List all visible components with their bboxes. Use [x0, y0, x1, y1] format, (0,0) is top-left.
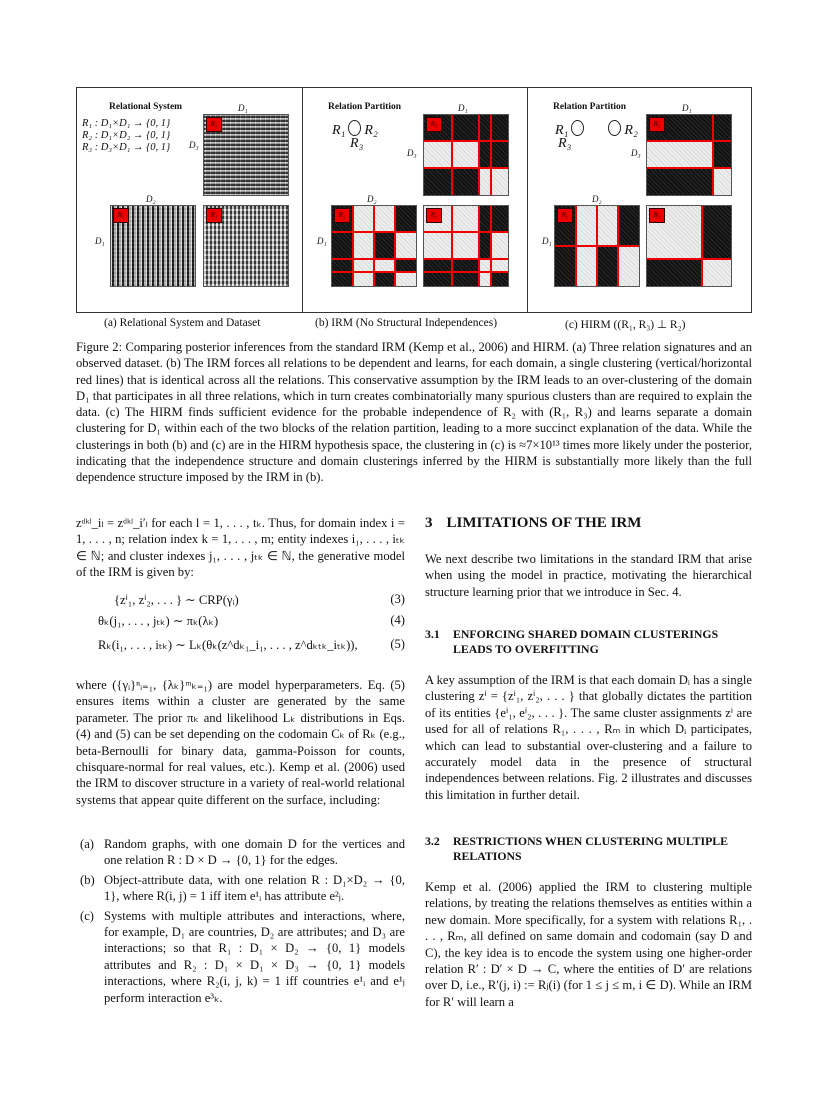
domain-label: D₁: [542, 236, 552, 246]
domain-label: D₃: [631, 148, 641, 158]
cluster-boundary-line: [490, 115, 492, 195]
section-title: LIMITATIONS OF THE IRM: [446, 515, 642, 531]
equation-block: [76, 592, 405, 672]
matrix-tag: R₃: [426, 117, 442, 132]
matrix-block: [491, 259, 508, 273]
matrix-block: [618, 206, 639, 246]
matrix-block: [395, 232, 416, 258]
section-number: 3: [425, 515, 433, 531]
equation-4: θₖ(j₁, . . . , jₜₖ) ∼ πₖ(λₖ): [98, 614, 219, 628]
matrix-block: [597, 206, 618, 246]
domain-label: D₁: [95, 236, 105, 246]
matrix-block: [452, 168, 479, 195]
matrix-block: [353, 206, 374, 232]
section-number: 3.2: [425, 834, 440, 848]
cluster-boundary-line: [712, 115, 714, 195]
subcaption-a: (a) Relational System and Dataset: [104, 317, 261, 329]
cluster-boundary-line: [647, 167, 731, 169]
matrix-r2-data: [110, 205, 196, 287]
matrix-block: [353, 272, 374, 286]
section-3-2-heading: [425, 834, 752, 864]
matrix-block: [555, 246, 576, 286]
partition-circle: [348, 120, 361, 136]
partition-circle: [571, 120, 584, 136]
cluster-boundary-line: [332, 271, 416, 273]
panel-c-title: Relation Partition: [553, 102, 627, 112]
matrix-block: [713, 115, 731, 141]
matrix-block: [452, 141, 479, 167]
matrix-block: [576, 206, 597, 246]
section-title: RESTRICTIONS WHEN CLUSTERING MULTIPLE RELATIONS: [453, 834, 729, 863]
matrix-tag: R₂: [113, 208, 129, 223]
cluster-boundary-line: [394, 206, 396, 286]
cluster-boundary-line: [352, 206, 354, 286]
cluster-boundary-line: [647, 258, 731, 260]
matrix-r1-data: [203, 205, 289, 287]
matrix-block: [374, 259, 395, 273]
list-label: (a): [80, 837, 94, 851]
matrix-block: [353, 232, 374, 258]
matrix-block: [424, 141, 452, 167]
matrix-r1-irm: [423, 205, 509, 287]
matrix-tag: R₁: [206, 208, 222, 223]
equation-3: {zⁱ₁, zⁱ₂, . . . } ∼ CRP(γᵢ): [114, 593, 239, 607]
cluster-boundary-line: [478, 206, 480, 286]
cluster-boundary-line: [490, 206, 492, 286]
matrix-tag: R₂: [334, 208, 350, 223]
matrix-block: [702, 259, 731, 286]
matrix-r1-hirm: [646, 205, 732, 287]
matrix-block: [332, 232, 353, 258]
cluster-boundary-line: [555, 245, 639, 247]
cluster-boundary-line: [451, 206, 453, 286]
matrix-r3-data: [203, 114, 289, 196]
matrix-block: [597, 246, 618, 286]
list-item: [76, 872, 405, 905]
matrix-block: [395, 206, 416, 232]
matrix-r3-hirm: [646, 114, 732, 196]
matrix-block: [491, 272, 508, 286]
cluster-boundary-line: [424, 140, 508, 142]
figure-2: [76, 87, 752, 313]
panel-divider: [302, 88, 303, 312]
domain-label: D₃: [407, 148, 417, 158]
matrix-block: [395, 259, 416, 273]
matrix-block: [618, 246, 639, 286]
partition-circle: [608, 120, 621, 136]
matrix-block: [491, 141, 508, 167]
left-intro-paragraph: zᵈᵏˡ_iₗ = zᵈᵏˡ_i′ₗ for each l = 1, . . . , tₖ. Thus, for domain index i = 1, . . . , n; relation index k = 1, . . . , m; entity indexes i₁, . . . , iₜₖ ∈ ℕ; and cluster indexes j₁, . . . , jₜₖ ∈ ℕ, the generative model of the IRM is given by:: [76, 516, 405, 580]
domain-label: D₃: [189, 140, 199, 150]
matrix-block: [576, 246, 597, 286]
matrix-block: [491, 115, 508, 141]
domain-label: D₁: [682, 103, 692, 113]
domain-label: D₁: [238, 103, 248, 113]
matrix-block: [647, 168, 713, 195]
section-3-1-heading: [425, 627, 752, 657]
list-label: (c): [80, 908, 94, 923]
example-list: [76, 836, 405, 1009]
section-3-1-text: A key assumption of the IRM is that each domain Dᵢ has a single clustering zⁱ = {zⁱ₁, zⁱ₂, . . . } that globally dictates the partition of its entities {eⁱ₁, eⁱ₂, . . . }. The same cluster assignments zⁱ are used for all of relations R₁, . . . , Rₘ in which Dᵢ participates, which can lead to substantial over-clustering and a failure to accurately model data in the presence of structural independences between relations. Fig. 2 illustrates and discusses this limitation in further detail.: [425, 673, 752, 802]
matrix-tag: R₁: [649, 208, 665, 223]
cluster-boundary-line: [451, 115, 453, 195]
cluster-boundary-line: [647, 140, 731, 142]
cluster-boundary-line: [424, 231, 508, 233]
equation-5: Rₖ(i₁, . . . , iₜₖ) ∼ Lₖ(θₖ(z^dₖ₁_i₁, . . . , z^dₖₜₖ_iₜₖ)),: [98, 638, 358, 652]
cluster-boundary-line: [424, 167, 508, 169]
equation-number: (5): [390, 637, 405, 651]
subcaption-c: (c) HIRM ((R₁, R₃) ⊥ R₂): [565, 319, 686, 331]
equation-number: (4): [390, 613, 405, 627]
cluster-boundary-line: [701, 206, 703, 286]
matrix-r2-hirm: [554, 205, 640, 287]
matrix-block: [647, 141, 713, 167]
domain-label: D₂: [592, 194, 602, 204]
partition-r1: R₁: [555, 123, 569, 138]
matrix-block: [353, 259, 374, 273]
matrix-r2-irm: [331, 205, 417, 287]
matrix-block: [424, 259, 452, 273]
section-number: 3.1: [425, 627, 440, 641]
partition-r3: R₃: [558, 136, 572, 151]
domain-label: D₂: [367, 194, 377, 204]
matrix-tag: R₃: [206, 117, 222, 132]
matrix-block: [452, 232, 479, 258]
matrix-block: [702, 206, 731, 259]
matrix-block: [452, 115, 479, 141]
matrix-tag: R₂: [557, 208, 573, 223]
panel-divider: [527, 88, 528, 312]
subcaption-b: (b) IRM (No Structural Independences): [315, 317, 498, 329]
partition-r2: R₂: [624, 123, 638, 138]
partition-r2: R₂: [364, 123, 378, 138]
domain-label: D₁: [458, 103, 468, 113]
matrix-block: [395, 272, 416, 286]
signature-r2: R₂ : D₁×D₂ → {0, 1}: [82, 130, 171, 141]
matrix-block: [374, 272, 395, 286]
matrix-block: [452, 259, 479, 273]
panel-a-title: Relational System: [109, 102, 183, 112]
matrix-r3-irm: [423, 114, 509, 196]
figure-caption: Figure 2: Comparing posterior inferences from the standard IRM (Kemp et al., 2006) and HIRM. (a) Three relation signatures and an observed dataset. (b) The IRM forces all relations to be dependent and learns, for each domain, a single clustering (vertical/horizontal red lines) that is identical across all the relations. This conservative assumption by the IRM leads to an over-clustering of the domain D₁ that participates in all three relations, which in turn creates combinatorially many spurious clusters than are required to explain the data. (c) The HIRM finds sufficient evidence for the probable independence of R₂ with (R₁, R₃) and learns separate a domain clustering for D₁ within each of the two blocks of the relation partition, leading to a more succinct explanation of the data. While the clusterings in both (b) and (c) are in the HIRM hypothesis space, the clustering in (c) is ≈7×10¹³ times more likely under the posterior, indicating that the independence structure and domain clusterings inferred by the HIRM is substantially more likely than the full dependence structure imposed by the IRM in (b).: [76, 340, 752, 485]
domain-label: D₁: [317, 236, 327, 246]
partition-r3: R₃: [350, 136, 364, 151]
list-item: [76, 836, 405, 869]
matrix-tag: R₁: [426, 208, 442, 223]
matrix-block: [452, 272, 479, 286]
partition-r1: R₁: [332, 123, 346, 138]
matrix-block: [332, 272, 353, 286]
matrix-block: [713, 168, 731, 195]
cluster-boundary-line: [424, 258, 508, 260]
matrix-block: [647, 259, 702, 286]
matrix-block: [424, 168, 452, 195]
matrix-tag: R₃: [649, 117, 665, 132]
matrix-block: [374, 206, 395, 232]
cluster-boundary-line: [373, 206, 375, 286]
cluster-boundary-line: [332, 231, 416, 233]
equation-number: (3): [390, 592, 405, 606]
section-3-2-text: Kemp et al. (2006) applied the IRM to clustering multiple relations, by treating the relations themselves as entities within a new domain. More specifically, for a system with relations R₁, . . . , Rₘ, all defined on same domain and codomain (say D and C), the key idea is to encode the system using one higher-order relation R′ : D′ × D → C, where the entities of D′ are relations over D, i.e., R′(j, i) := Rⱼ(i) (for 1 ≤ j ≤ m, i ∈ D). While an IRM for R′ will learn a: [425, 880, 752, 1009]
matrix-block: [491, 168, 508, 195]
matrix-block: [491, 206, 508, 232]
list-text: Random graphs, with one domain D for the vertices and one relation R : D × D → {0, 1} for the edges.: [104, 837, 405, 868]
matrix-block: [452, 206, 479, 232]
list-text: Object-attribute data, with one relation R : D₁×D₂ → {0, 1}, where R(i, j) = 1 iff item e¹ᵢ has attribute e²ⱼ.: [104, 872, 405, 904]
section-3-text: We next describe two limitations in the standard IRM that arise when using the model in practice, motivating the hierarchical structure learning prior that we introduce in Sec. 4.: [425, 552, 752, 599]
section-3-heading: [425, 515, 752, 532]
cluster-boundary-line: [424, 271, 508, 273]
matrix-block: [491, 232, 508, 258]
section-title: ENFORCING SHARED DOMAIN CLUSTERINGS LEADS TO OVERFITTING: [453, 627, 719, 656]
matrix-block: [374, 232, 395, 258]
list-text: Systems with multiple attributes and interactions, where, for example, D₁ are countries, D₂ are attributes; and D₃ are interactions; so that R₁ : D₁ × D₂ → {0, 1} models attributes and R₂ : D₁ × D₁ × D₃ → {0, 1} models interactions, where R₂(i, j, k) = 1 iff countries e¹ᵢ and e¹ⱼ perform interaction e³ₖ.: [104, 908, 405, 1005]
matrix-block: [332, 259, 353, 273]
left-paragraph-2: where ({γᵢ}ⁿᵢ₌₁, {λₖ}ᵐₖ₌₁) are model hyperparameters. Eq. (5) ensures items within a cluster are generated by the same parameter. The prior πₖ and likelihood Lₖ distributions in Eqs. (4) and (5) can be set depending on the codomain Cₖ of Rₖ (e.g., beta-Bernoulli for binary data, gamma-Poisson for counts, chisquare-normal for real values, etc.). Kemp et al. (2006) used the IRM to discover structure in a variety of real-world relational systems that appear quite different on the surface, including:: [76, 678, 405, 807]
matrix-block: [424, 232, 452, 258]
panel-b-title: Relation Partition: [328, 102, 402, 112]
cluster-boundary-line: [332, 258, 416, 260]
matrix-block: [424, 272, 452, 286]
signature-r3: R₃ : D₃×D₁ → {0, 1}: [82, 142, 171, 153]
signature-r1: R₁ : D₁×D₁ → {0, 1}: [82, 118, 171, 129]
domain-label: D₂: [146, 194, 156, 204]
matrix-block: [713, 141, 731, 167]
list-label: (b): [80, 872, 95, 887]
cluster-boundary-line: [478, 115, 480, 195]
list-item: [76, 908, 405, 1006]
